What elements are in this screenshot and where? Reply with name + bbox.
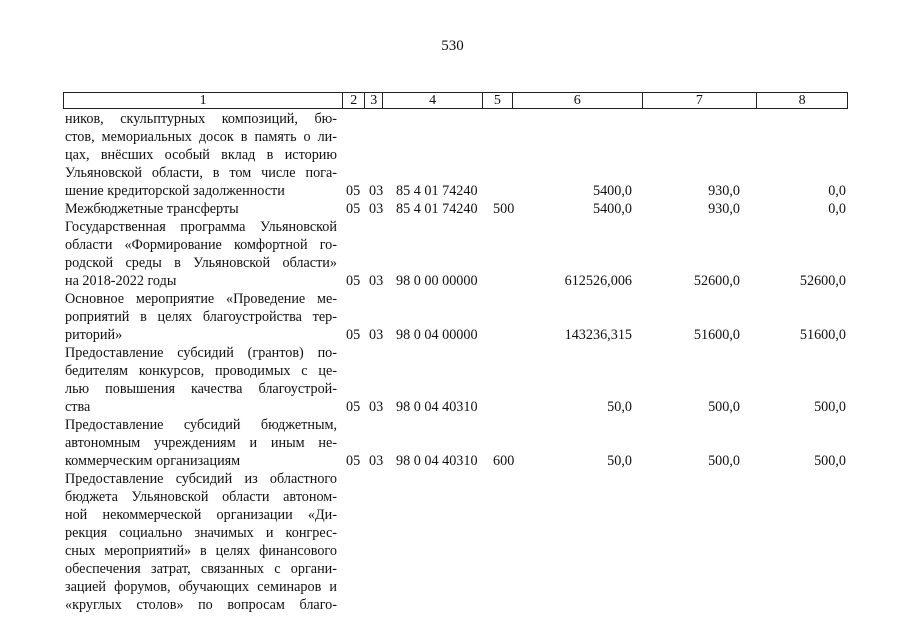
column-header-7: 7 (643, 93, 758, 108)
cell-v1: 143236,315 (564, 327, 632, 343)
description-line: родской среды в Ульяновской области» (65, 255, 337, 271)
cell-v3: 0,0 (828, 183, 846, 199)
description-line: Предоставление субсидий из областного (65, 471, 337, 487)
cell-csr: 85 4 01 74240 (396, 201, 478, 217)
cell-v2: 51600,0 (693, 327, 740, 343)
cell-v3: 51600,0 (799, 327, 846, 343)
cell-v3: 52600,0 (799, 273, 846, 289)
cell-pr: 03 (369, 201, 384, 217)
column-header-3: 3 (365, 93, 383, 108)
cell-rz: 05 (346, 327, 361, 343)
description-line: Предоставление субсидий (грантов) по- (65, 345, 337, 361)
column-header-4: 4 (383, 93, 483, 108)
description-line: ства (65, 399, 91, 415)
cell-v1: 5400,0 (592, 201, 632, 217)
description-line: Межбюджетные трансферты (65, 201, 239, 217)
column-header-6: 6 (513, 93, 643, 108)
description-line: на 2018-2022 годы (65, 273, 177, 289)
cell-pr: 03 (369, 183, 384, 199)
description-line: бедителям конкурсов, проводимых с це- (65, 363, 337, 379)
cell-vr: 600 (493, 453, 515, 469)
cell-csr: 98 0 04 40310 (396, 453, 478, 469)
table-row-description (65, 470, 337, 614)
description-line: риторий» (65, 327, 123, 343)
description-line: Предоставление субсидий бюджетным, (65, 417, 337, 433)
cell-csr: 98 0 04 00000 (396, 327, 478, 343)
cell-v3: 500,0 (814, 399, 846, 415)
description-line: роприятий в целях благоустройства тер- (65, 309, 337, 325)
description-line: рекция социально значимых и конгрес- (65, 525, 337, 541)
table-header (63, 92, 848, 109)
description-line: зацией форумов, обучающих семинаров и (65, 579, 337, 595)
description-line: «круглых столов» по вопросам благо- (65, 597, 337, 613)
cell-rz: 05 (346, 201, 361, 217)
column-header-8: 8 (798, 93, 806, 108)
table-row-description (65, 110, 337, 200)
description-line: автономным учреждениям и иным не- (65, 435, 337, 451)
table-row-description (65, 344, 337, 416)
cell-pr: 03 (369, 399, 384, 415)
description-line: цах, внёсших особый вклад в историю (65, 147, 337, 163)
description-line: лью повышения качества благоустрой- (65, 381, 337, 397)
cell-pr: 03 (369, 453, 384, 469)
page-number: 530 (441, 38, 464, 54)
cell-v1: 5400,0 (592, 183, 632, 199)
cell-v1: 50,0 (607, 399, 632, 415)
cell-v2: 52600,0 (693, 273, 740, 289)
description-line: стов, мемориальных досок в память о ли- (65, 129, 337, 145)
column-header-5: 5 (483, 93, 513, 108)
cell-v1: 612526,006 (564, 273, 632, 289)
cell-v2: 930,0 (708, 183, 740, 199)
description-line: коммерческим организациям (65, 453, 241, 469)
description-line: Ульяновской области, в том числе пога- (65, 165, 337, 181)
cell-v3: 0,0 (828, 201, 846, 217)
table-row-description (65, 200, 337, 218)
table-row-description (65, 290, 337, 344)
cell-csr: 85 4 01 74240 (396, 183, 478, 199)
table-row-description (65, 416, 337, 470)
description-line: обеспечения затрат, связанных с органи- (65, 561, 337, 577)
description-line: Основное мероприятие «Проведение ме- (65, 291, 337, 307)
cell-rz: 05 (346, 183, 361, 199)
description-line: области «Формирование комфортной го- (65, 237, 337, 253)
cell-pr: 03 (369, 327, 384, 343)
column-header-1: 1 (64, 93, 343, 108)
cell-rz: 05 (346, 399, 361, 415)
cell-csr: 98 0 00 00000 (396, 273, 478, 289)
cell-v3: 500,0 (814, 453, 846, 469)
description-line: сных мероприятий» в целях финансового (65, 543, 337, 559)
description-line: ной некоммерческой организации «Ди- (65, 507, 337, 523)
cell-v2: 500,0 (708, 453, 740, 469)
cell-vr: 500 (493, 201, 515, 217)
cell-rz: 05 (346, 273, 361, 289)
description-line: шение кредиторской задолженности (65, 183, 285, 199)
column-header-2: 2 (343, 93, 365, 108)
cell-rz: 05 (346, 453, 361, 469)
cell-v1: 50,0 (607, 453, 632, 469)
cell-csr: 98 0 04 40310 (396, 399, 478, 415)
description-line: Государственная программа Ульяновской (65, 219, 337, 235)
cell-pr: 03 (369, 273, 384, 289)
cell-v2: 930,0 (708, 201, 740, 217)
description-line: ников, скульптурных композиций, бю- (65, 111, 337, 127)
description-line: бюджета Ульяновской области автоном- (65, 489, 337, 505)
table-row-description (65, 218, 337, 290)
cell-v2: 500,0 (708, 399, 740, 415)
